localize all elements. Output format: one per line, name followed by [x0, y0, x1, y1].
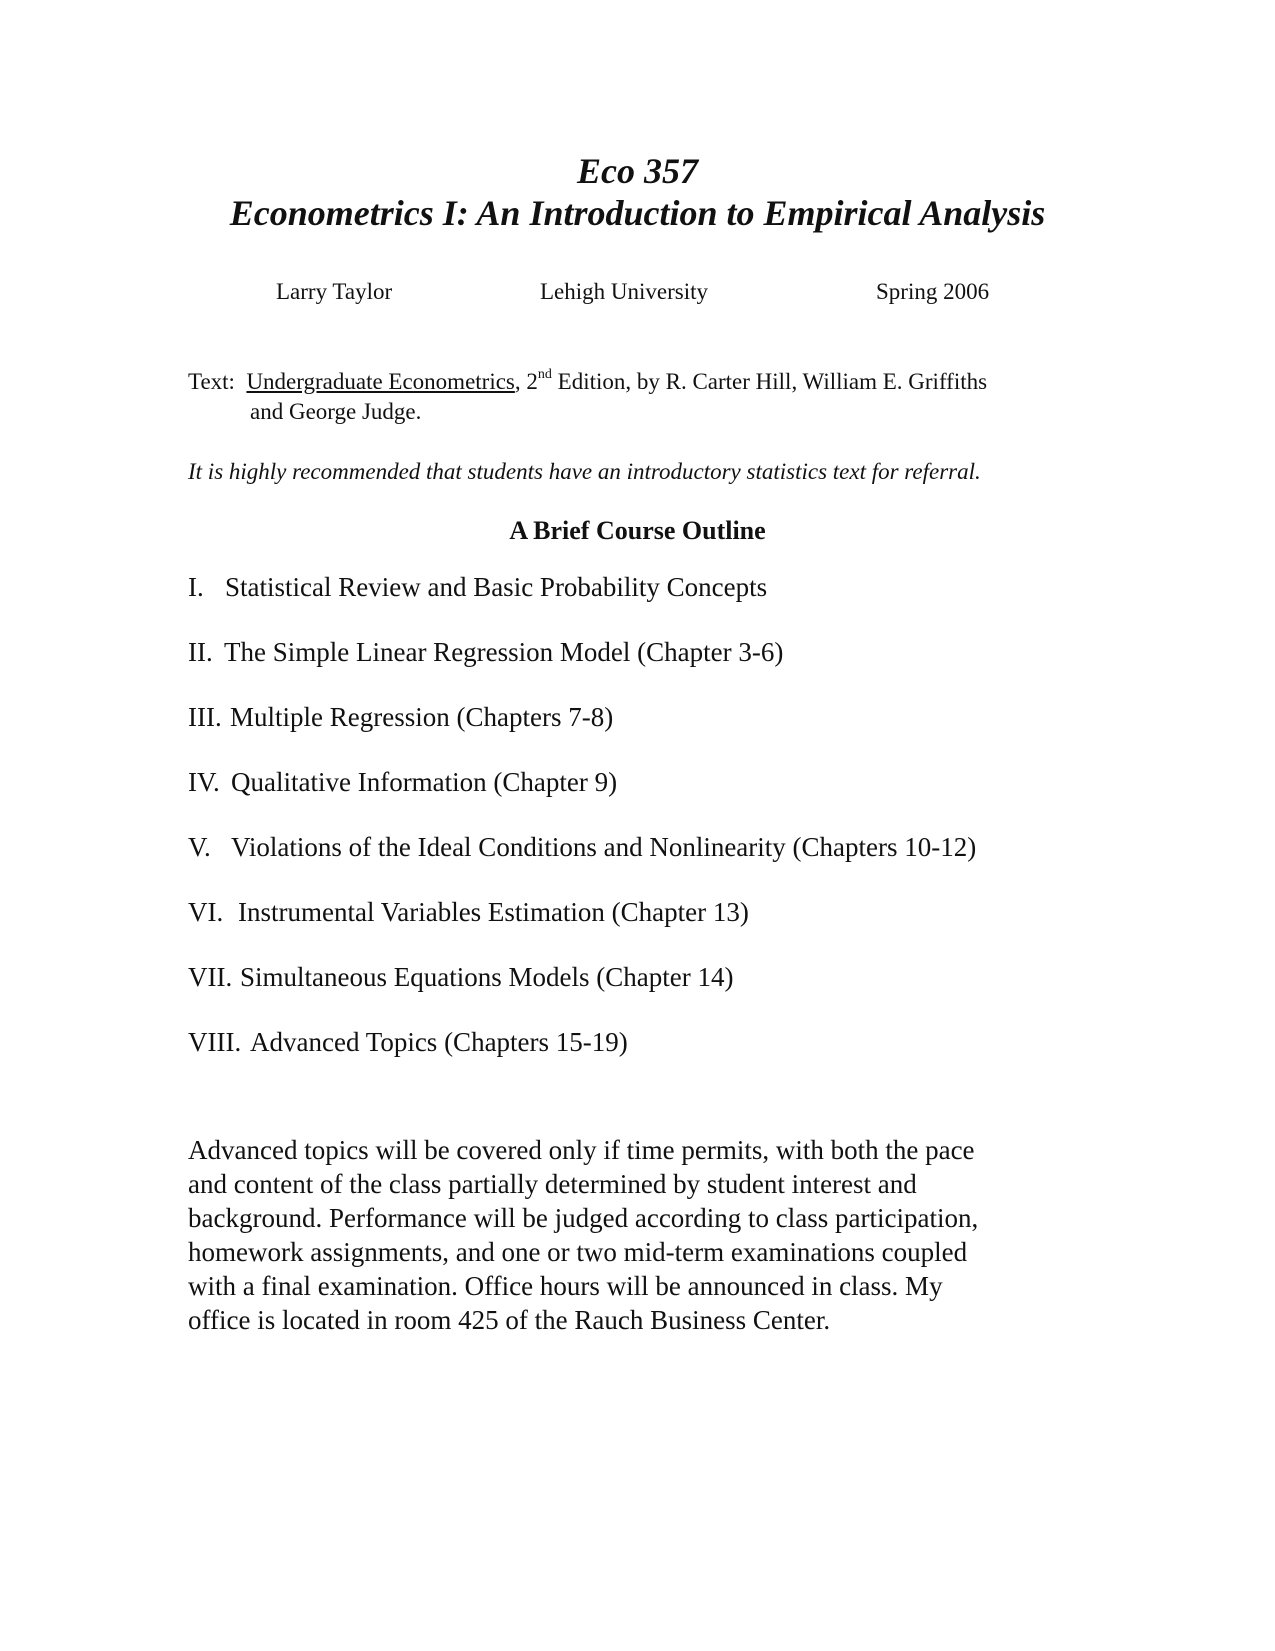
outline-item: [188, 834, 976, 861]
outline-item: [188, 1029, 628, 1056]
outline-item-number: V.: [188, 832, 211, 862]
recommendation-note: It is highly recommended that students have an introductory statistics text for referral.: [188, 459, 981, 484]
outline-item-text: Instrumental Variables Estimation (Chapter 13): [238, 897, 749, 927]
outline-item-text: Statistical Review and Basic Probability Concepts: [225, 572, 768, 602]
paragraph-line: office is located in room 425 of the Rauch Business Center.: [188, 1305, 831, 1335]
paragraph-line: with a final examination. Office hours will be announced in class. My: [188, 1271, 943, 1301]
outline-item: [188, 769, 617, 796]
paragraph-line: homework assignments, and one or two mid-term examinations coupled: [188, 1237, 968, 1267]
outline-item: [188, 704, 613, 731]
outline-item-text: Multiple Regression (Chapters 7-8): [230, 702, 614, 732]
outline-item: [188, 574, 767, 601]
course-code: Eco 357: [577, 151, 698, 191]
textbook-authors: Edition, by R. Carter Hill, William E. Griffiths: [551, 369, 988, 394]
instructor-name: Larry Taylor: [276, 279, 393, 304]
outline-item-text: Qualitative Information (Chapter 9): [231, 767, 618, 797]
outline-item: [188, 899, 749, 926]
outline-heading: A Brief Course Outline: [509, 516, 766, 545]
outline-item-text: Simultaneous Equations Models (Chapter 14): [240, 962, 734, 992]
textbook-authors-continued: and George Judge.: [250, 399, 422, 424]
outline-item-number: III.: [188, 702, 222, 732]
textbook-edition-suffix: nd: [537, 367, 552, 383]
outline-item-number: VI.: [188, 897, 224, 927]
outline-item-text: Violations of the Ideal Conditions and Nonlinearity (Chapters 10-12): [231, 832, 977, 862]
closing-paragraph: [188, 1133, 1068, 1337]
textbook-title: Undergraduate Econometrics: [246, 369, 515, 394]
paragraph-line: and content of the class partially determined by student interest and: [188, 1169, 917, 1199]
course-title: Econometrics I: An Introduction to Empirical Analysis: [229, 193, 1046, 233]
textbook-reference: [188, 367, 987, 427]
paragraph-line: background. Performance will be judged according to class participation,: [188, 1203, 979, 1233]
outline-item-number: I.: [188, 572, 204, 602]
university-name: Lehigh University: [540, 279, 708, 304]
outline-item-number: IV.: [188, 767, 220, 797]
textbook-label: Text:: [188, 369, 235, 394]
term: Spring 2006: [876, 279, 990, 304]
outline-item-number: VIII.: [188, 1027, 242, 1057]
textbook-edition-number: , 2: [514, 369, 538, 394]
outline-item: [188, 639, 783, 666]
outline-item-text: The Simple Linear Regression Model (Chapter 3-6): [224, 637, 784, 667]
paragraph-line: Advanced topics will be covered only if time permits, with both the pace: [188, 1135, 975, 1165]
outline-item-text: Advanced Topics (Chapters 15-19): [250, 1027, 628, 1057]
outline-item-number: VII.: [188, 962, 233, 992]
outline-item-number: II.: [188, 637, 213, 667]
outline-item: [188, 964, 733, 991]
